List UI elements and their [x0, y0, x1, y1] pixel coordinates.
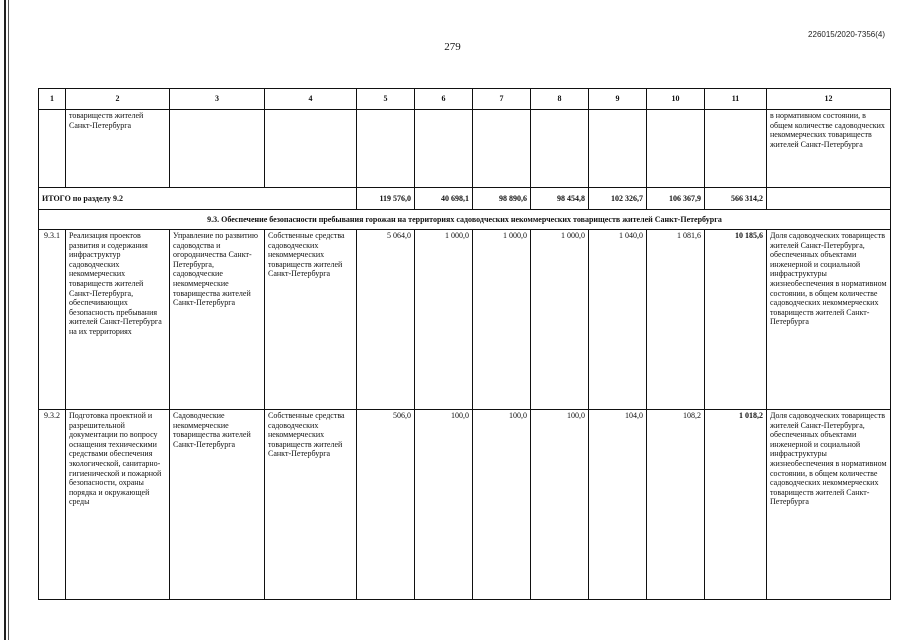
col-header: 1: [39, 89, 66, 110]
cell-empty: [473, 110, 531, 188]
row-name: Реализация проектов развития и содержания инфраструктур садоводческих некоммерческих товариществ жителей Санкт-Петербурга, обеспечивающих безопасность пребывания жителей Санкт-Петербурга на их территориях: [66, 230, 170, 410]
row-id: 9.3.2: [39, 410, 66, 600]
row-value: 5 064,0: [357, 230, 415, 410]
subtotal-value: 40 698,1: [415, 188, 473, 210]
continuation-row: [39, 110, 891, 188]
row-value: 1 000,0: [415, 230, 473, 410]
document-id: 226015/2020-7356(4): [808, 30, 885, 39]
col-header: 8: [531, 89, 589, 110]
row-source: Собственные средства садоводческих некоммерческих товариществ жителей Санкт-Петербурга: [265, 410, 357, 600]
row-total: 10 185,6: [705, 230, 767, 410]
subtotal-label: ИТОГО по разделу 9.2: [39, 188, 357, 210]
col-header: 10: [647, 89, 705, 110]
budget-table: [38, 88, 891, 600]
continuation-name: товариществ жителей Санкт-Петербурга: [66, 110, 170, 188]
col-header: 7: [473, 89, 531, 110]
subtotal-value: 119 576,0: [357, 188, 415, 210]
col-header: 12: [767, 89, 891, 110]
cell-empty: [647, 110, 705, 188]
cell-empty: [531, 110, 589, 188]
subtotal-value: 98 890,6: [473, 188, 531, 210]
row-value: 100,0: [415, 410, 473, 600]
col-header: 3: [170, 89, 265, 110]
continuation-indicator: в нормативном состоянии, в общем количестве садоводческих некоммерческих товариществ жителей Санкт-Петербурга: [767, 110, 891, 188]
subtotal-value: 102 326,7: [589, 188, 647, 210]
col-header: 5: [357, 89, 415, 110]
col-header: 9: [589, 89, 647, 110]
cell-empty: [705, 110, 767, 188]
col-header: 11: [705, 89, 767, 110]
subtotal-value: 106 367,9: [647, 188, 705, 210]
subtotal-value: 566 314,2: [705, 188, 767, 210]
scan-edge-mark: [4, 0, 6, 640]
row-value: 108,2: [647, 410, 705, 600]
page-number: 279: [444, 41, 461, 53]
cell-empty: [39, 110, 66, 188]
cell-empty: [415, 110, 473, 188]
col-header: 4: [265, 89, 357, 110]
row-total: 1 018,2: [705, 410, 767, 600]
row-value: 1 000,0: [531, 230, 589, 410]
cell-empty: [589, 110, 647, 188]
table-row: [39, 410, 891, 600]
col-header: 6: [415, 89, 473, 110]
row-value: 100,0: [531, 410, 589, 600]
table-row: [39, 230, 891, 410]
row-source: Собственные средства садоводческих некоммерческих товариществ жителей Санкт-Петербурга: [265, 230, 357, 410]
row-id: 9.3.1: [39, 230, 66, 410]
row-executor: Садоводческие некоммерческие товарищества жителей Санкт-Петербурга: [170, 410, 265, 600]
row-value: 506,0: [357, 410, 415, 600]
section-title: 9.3. Обеспечение безопасности пребывания горожан на территориях садоводческих некоммерческих товариществ жителей Санкт-Петербурга: [39, 210, 891, 230]
row-name: Подготовка проектной и разрешительной документации по вопросу оснащения техническими средствами обеспечения экологической, санитарно-гигиенической и пожарной безопасности, охраны порядка и окружающей среды: [66, 410, 170, 600]
row-indicator: Доля садоводческих товариществ жителей Санкт-Петербурга, обеспеченных объектами инженерной и социальной инфраструктуры жизнеобеспечения в нормативном состоянии, в общем количестве садоводческих некоммерческих товариществ жителей Санкт-Петербурга: [767, 410, 891, 600]
row-value: 1 000,0: [473, 230, 531, 410]
cell-empty: [170, 110, 265, 188]
subtotal-value: 98 454,8: [531, 188, 589, 210]
cell-empty: [767, 188, 891, 210]
row-value: 104,0: [589, 410, 647, 600]
subtotal-row: [39, 188, 891, 210]
scan-edge-mark-inner: [8, 0, 9, 640]
row-indicator: Доля садоводческих товариществ жителей Санкт-Петербурга, обеспеченных объектами инженерной и социальной инфраструктуры жизнеобеспечения в нормативном состоянии, в общем количестве садоводческих некоммерческих товариществ жителей Санкт-Петербурга: [767, 230, 891, 410]
cell-empty: [265, 110, 357, 188]
section-row: [39, 210, 891, 230]
col-header: 2: [66, 89, 170, 110]
row-value: 1 081,6: [647, 230, 705, 410]
row-value: 100,0: [473, 410, 531, 600]
column-number-row: [39, 89, 891, 110]
cell-empty: [357, 110, 415, 188]
row-value: 1 040,0: [589, 230, 647, 410]
row-executor: Управление по развитию садоводства и огородничества Санкт-Петербурга, садоводческие некоммерческие товарищества жителей Санкт-Петербурга: [170, 230, 265, 410]
